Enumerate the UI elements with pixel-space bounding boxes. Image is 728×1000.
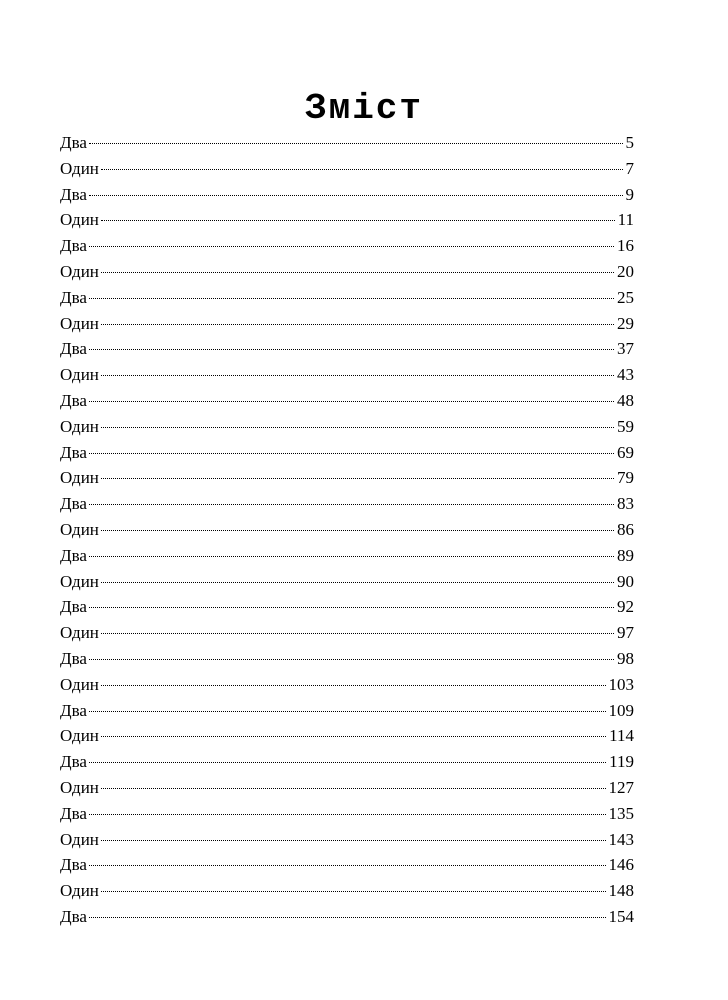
- toc-entry-label: Один: [60, 674, 99, 694]
- toc-entry-label: Два: [60, 545, 87, 565]
- toc-entry-page-number: 29: [617, 313, 634, 333]
- toc-entry-label: Два: [60, 752, 87, 772]
- toc-entry-page-number: 86: [617, 519, 634, 539]
- toc-entry-label: Один: [60, 881, 99, 901]
- toc-entry-page-number: 114: [609, 726, 634, 746]
- toc-entry-label: Один: [60, 468, 99, 488]
- toc-entry-page-number: 103: [608, 674, 634, 694]
- toc-entry-label: Один: [60, 726, 99, 746]
- toc-entry-page-number: 11: [617, 210, 634, 230]
- toc-entry-label: Один: [60, 365, 99, 385]
- toc-entry[interactable]: [60, 672, 634, 698]
- toc-entry[interactable]: [60, 156, 634, 182]
- toc-entry[interactable]: [60, 465, 634, 491]
- toc-dot-leader: [89, 917, 606, 918]
- toc-entry-label: Один: [60, 571, 99, 591]
- toc-dot-leader: [101, 220, 615, 221]
- toc-entry[interactable]: [60, 388, 634, 414]
- toc-entry-label: Один: [60, 158, 99, 178]
- toc-entry[interactable]: [60, 723, 634, 749]
- toc-entry-page-number: 98: [617, 648, 634, 668]
- toc-dot-leader: [89, 195, 623, 196]
- toc-entry-label: Два: [60, 287, 87, 307]
- toc-dot-leader: [101, 478, 614, 479]
- toc-entry-page-number: 37: [617, 339, 634, 359]
- toc-entry-label: Два: [60, 236, 87, 256]
- toc-entry[interactable]: [60, 569, 634, 595]
- toc-entry-page-number: 119: [609, 752, 634, 772]
- toc-entry[interactable]: [60, 336, 634, 362]
- toc-dot-leader: [89, 711, 606, 712]
- toc-dot-leader: [89, 659, 614, 660]
- toc-entry-page-number: 83: [617, 494, 634, 514]
- toc-entry[interactable]: [60, 827, 634, 853]
- toc-entry-label: Один: [60, 623, 99, 643]
- toc-entry-label: Один: [60, 519, 99, 539]
- toc-entry-page-number: 48: [617, 390, 634, 410]
- toc-entry[interactable]: [60, 311, 634, 337]
- toc-dot-leader: [101, 427, 614, 428]
- toc-entry[interactable]: [60, 749, 634, 775]
- toc-dot-leader: [89, 298, 614, 299]
- toc-entry-label: Два: [60, 184, 87, 204]
- toc-dot-leader: [89, 607, 614, 608]
- toc-entry[interactable]: [60, 414, 634, 440]
- toc-entry[interactable]: [60, 130, 634, 156]
- toc-entry-page-number: 9: [625, 184, 634, 204]
- toc-dot-leader: [101, 530, 614, 531]
- toc-entry-label: Два: [60, 390, 87, 410]
- toc-dot-leader: [101, 685, 606, 686]
- toc-dot-leader: [101, 272, 614, 273]
- toc-dot-leader: [101, 324, 614, 325]
- toc-entry-page-number: 25: [617, 287, 634, 307]
- toc-entry-page-number: 148: [608, 881, 634, 901]
- toc-dot-leader: [89, 143, 623, 144]
- toc-entry[interactable]: [60, 904, 634, 930]
- toc-entry-page-number: 135: [608, 803, 634, 823]
- toc-entry-label: Два: [60, 494, 87, 514]
- page-title: Зміст: [304, 88, 424, 130]
- toc-entry-label: Два: [60, 339, 87, 359]
- toc-dot-leader: [89, 865, 606, 866]
- toc-entry[interactable]: [60, 440, 634, 466]
- toc-entry[interactable]: [60, 517, 634, 543]
- toc-entry[interactable]: [60, 259, 634, 285]
- toc-dot-leader: [101, 788, 606, 789]
- toc-entry[interactable]: [60, 878, 634, 904]
- toc-entry-page-number: 79: [617, 468, 634, 488]
- toc-entry-page-number: 143: [608, 829, 634, 849]
- toc-entry[interactable]: [60, 775, 634, 801]
- toc-entry-label: Один: [60, 313, 99, 333]
- toc-entry[interactable]: [60, 852, 634, 878]
- toc-entry-page-number: 146: [608, 855, 634, 875]
- toc-entry-label: Два: [60, 597, 87, 617]
- toc-entry[interactable]: [60, 620, 634, 646]
- toc-entry-label: Два: [60, 442, 87, 462]
- toc-dot-leader: [101, 169, 623, 170]
- toc-entry-label: Два: [60, 648, 87, 668]
- toc-entry[interactable]: [60, 182, 634, 208]
- toc-entry-label: Один: [60, 261, 99, 281]
- toc-entry-page-number: 20: [617, 261, 634, 281]
- toc-entry-label: Два: [60, 803, 87, 823]
- toc-entry[interactable]: [60, 801, 634, 827]
- toc-entry-label: Один: [60, 416, 99, 436]
- table-of-contents: [60, 130, 634, 930]
- toc-dot-leader: [89, 556, 614, 557]
- toc-dot-leader: [101, 891, 606, 892]
- toc-dot-leader: [101, 633, 614, 634]
- toc-dot-leader: [101, 582, 614, 583]
- toc-entry-page-number: 89: [617, 545, 634, 565]
- toc-entry[interactable]: [60, 491, 634, 517]
- toc-entry-page-number: 90: [617, 571, 634, 591]
- toc-entry-label: Два: [60, 133, 87, 152]
- toc-entry-page-number: 43: [617, 365, 634, 385]
- toc-entry-page-number: 127: [608, 777, 634, 797]
- toc-entry-label: Один: [60, 829, 99, 849]
- toc-entry-page-number: 7: [625, 158, 634, 178]
- toc-entry-label: Два: [60, 906, 87, 926]
- toc-dot-leader: [89, 814, 606, 815]
- toc-entry[interactable]: [60, 207, 634, 233]
- toc-dot-leader: [89, 453, 614, 454]
- toc-dot-leader: [89, 762, 606, 763]
- toc-entry-page-number: 92: [617, 597, 634, 617]
- toc-entry[interactable]: [60, 646, 634, 672]
- toc-entry-page-number: 5: [625, 133, 634, 152]
- toc-dot-leader: [101, 736, 606, 737]
- toc-entry-label: Два: [60, 700, 87, 720]
- toc-entry[interactable]: [60, 594, 634, 620]
- toc-dot-leader: [101, 840, 606, 841]
- toc-entry-page-number: 69: [617, 442, 634, 462]
- toc-entry[interactable]: [60, 285, 634, 311]
- toc-entry-page-number: 154: [608, 906, 634, 926]
- toc-entry-label: Один: [60, 210, 99, 230]
- toc-entry-label: Два: [60, 855, 87, 875]
- toc-entry-page-number: 59: [617, 416, 634, 436]
- toc-dot-leader: [89, 401, 614, 402]
- toc-entry-page-number: 109: [608, 700, 634, 720]
- toc-entry-page-number: 97: [617, 623, 634, 643]
- toc-entry[interactable]: [60, 543, 634, 569]
- toc-dot-leader: [89, 246, 614, 247]
- toc-entry-page-number: 16: [617, 236, 634, 256]
- toc-entry[interactable]: [60, 233, 634, 259]
- toc-dot-leader: [89, 349, 614, 350]
- toc-dot-leader: [101, 375, 614, 376]
- toc-entry[interactable]: [60, 362, 634, 388]
- toc-entry-label: Один: [60, 777, 99, 797]
- toc-entry[interactable]: [60, 698, 634, 724]
- toc-dot-leader: [89, 504, 614, 505]
